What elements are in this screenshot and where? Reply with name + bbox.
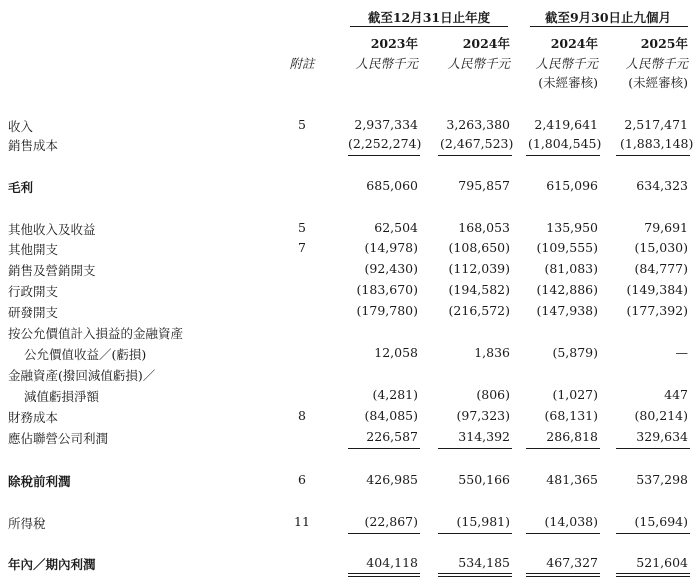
- cell-share-of-associates-2024-nine: 286,818: [546, 429, 598, 444]
- row-note-revenue: 5: [298, 117, 306, 132]
- note-column-header: 附註: [289, 56, 315, 71]
- row-label-admin-expenses: 行政開支: [8, 284, 59, 299]
- cell-share-of-associates-2024: 314,392: [458, 429, 510, 444]
- cell-revenue-2023: 2,937,334: [354, 117, 418, 132]
- cell-finance-costs-2024: (97,323): [456, 408, 510, 423]
- cell-income-tax-2024-nine: (14,038): [544, 514, 598, 529]
- cell-rnd-expenses-2024-nine: (147,938): [536, 303, 598, 318]
- cell-impairment-net-2025-nine: 447: [664, 387, 688, 402]
- subtotal-rule: [348, 533, 420, 534]
- cell-share-of-associates-2023: 226,587: [366, 429, 418, 444]
- cell-admin-expenses-2025-nine: (149,384): [626, 282, 688, 297]
- col-year-2024-nine: 2024年: [550, 36, 598, 51]
- cell-revenue-2025-nine: 2,517,471: [624, 117, 688, 132]
- cell-selling-expenses-2025-nine: (84,777): [634, 261, 688, 276]
- row-label-other-expenses: 其他開支: [8, 242, 59, 257]
- row-label-share-of-associates: 應佔聯營公司利潤: [8, 431, 109, 446]
- row-label-cost-of-sales: 銷售成本: [8, 138, 59, 153]
- col-unit-2024-nine: 人民幣千元: [535, 56, 598, 71]
- cell-revenue-2024-nine: 2,419,641: [534, 117, 598, 132]
- row-label-income-tax: 所得稅: [8, 516, 46, 531]
- row-label-revenue: 收入: [8, 119, 34, 134]
- cell-admin-expenses-2024-nine: (142,886): [536, 282, 598, 297]
- total-double-rule: [526, 573, 600, 577]
- cell-gross-profit-2023: 685,060: [366, 178, 418, 193]
- col-year-2024: 2024年: [462, 36, 510, 51]
- col-unaudited-2024: (未經審核): [538, 75, 598, 90]
- cell-other-income-2023: 62,504: [374, 220, 418, 235]
- cell-admin-expenses-2023: (183,670): [356, 282, 418, 297]
- subtotal-rule: [348, 448, 420, 449]
- row-note-finance-costs: 8: [298, 408, 306, 423]
- cell-rnd-expenses-2024: (216,572): [448, 303, 510, 318]
- row-label-fvtpl-assets: 按公允價值計入損益的金融資產: [8, 326, 184, 341]
- cell-profit-before-tax-2024: 550,166: [458, 472, 510, 487]
- cell-share-of-associates-2025-nine: 329,634: [636, 429, 688, 444]
- col-unit-2024: 人民幣千元: [447, 56, 510, 71]
- cell-profit-before-tax-2024-nine: 481,365: [546, 472, 598, 487]
- col-year-2023: 2023年: [370, 36, 418, 51]
- subtotal-rule: [616, 448, 690, 449]
- subtotal-rule: [438, 448, 512, 449]
- cell-other-expenses-2023: (14,978): [364, 240, 418, 255]
- total-double-rule: [438, 573, 512, 577]
- subtotal-rule: [438, 533, 512, 534]
- col-unit-2025-nine: 人民幣千元: [625, 56, 688, 71]
- row-label-impairment-net: 減值虧損淨額: [24, 389, 100, 404]
- col-unit-2023: 人民幣千元: [355, 56, 418, 71]
- cell-revenue-2024: 3,263,380: [446, 117, 510, 132]
- row-label-rnd-expenses: 研發開支: [8, 305, 59, 320]
- total-double-rule: [348, 573, 420, 577]
- cell-finance-costs-2024-nine: (68,131): [544, 408, 598, 423]
- row-label-impairment-heading: 金融資產(撥回減值虧損)／: [8, 368, 156, 383]
- cell-fair-value-gain-2024-nine: (5,879): [552, 345, 598, 360]
- cell-selling-expenses-2024: (112,039): [448, 261, 510, 276]
- row-label-selling-expenses: 銷售及營銷開支: [8, 263, 96, 278]
- cell-profit-for-period-2023: 404,118: [366, 555, 418, 570]
- cell-other-expenses-2024-nine: (109,555): [536, 240, 598, 255]
- cell-fair-value-gain-2025-nine: —: [675, 345, 688, 360]
- cell-profit-for-period-2025-nine: 521,604: [636, 555, 688, 570]
- cell-gross-profit-2024-nine: 615,096: [546, 178, 598, 193]
- subtotal-rule: [348, 155, 420, 156]
- cell-impairment-net-2024-nine: (1,027): [552, 387, 598, 402]
- cell-impairment-net-2023: (4,281): [372, 387, 418, 402]
- cell-impairment-net-2024: (806): [476, 387, 510, 402]
- cell-cost-of-sales-2024: (2,467,523): [440, 136, 514, 151]
- header-group-year: 截至12月31日止年度: [367, 10, 491, 25]
- header-group-year-rule: [350, 26, 508, 27]
- cell-cost-of-sales-2025-nine: (1,883,148): [620, 136, 694, 151]
- cell-gross-profit-2025-nine: 634,323: [636, 178, 688, 193]
- col-unaudited-2025: (未經審核): [628, 75, 688, 90]
- header-group-nine-rule: [530, 26, 688, 27]
- cell-profit-before-tax-2023: 426,985: [366, 472, 418, 487]
- row-note-other-expenses: 7: [298, 240, 306, 255]
- subtotal-rule: [616, 155, 690, 156]
- subtotal-rule: [526, 533, 600, 534]
- subtotal-rule: [526, 448, 600, 449]
- cell-selling-expenses-2024-nine: (81,083): [544, 261, 598, 276]
- row-note-profit-before-tax: 6: [298, 472, 306, 487]
- cell-other-expenses-2025-nine: (15,030): [634, 240, 688, 255]
- cell-profit-for-period-2024: 534,185: [458, 555, 510, 570]
- cell-admin-expenses-2024: (194,582): [448, 282, 510, 297]
- row-label-other-income: 其他收入及收益: [8, 222, 96, 237]
- cell-gross-profit-2024: 795,857: [458, 178, 510, 193]
- row-label-finance-costs: 財務成本: [8, 410, 59, 425]
- row-label-fair-value-gain: 公允價值收益／(虧損): [24, 347, 147, 362]
- cell-fair-value-gain-2023: 12,058: [374, 345, 418, 360]
- row-label-gross-profit: 毛利: [8, 180, 34, 195]
- cell-profit-before-tax-2025-nine: 537,298: [636, 472, 688, 487]
- header-group-nine-months: 截至9月30日止九個月: [544, 10, 672, 25]
- cell-profit-for-period-2024-nine: 467,327: [546, 555, 598, 570]
- total-double-rule: [616, 573, 690, 577]
- subtotal-rule: [438, 155, 512, 156]
- row-note-income-tax: 11: [294, 514, 310, 529]
- cell-rnd-expenses-2025-nine: (177,392): [626, 303, 688, 318]
- cell-cost-of-sales-2023: (2,252,274): [348, 136, 422, 151]
- cell-fair-value-gain-2024: 1,836: [474, 345, 510, 360]
- subtotal-rule: [616, 533, 690, 534]
- row-label-profit-before-tax: 除稅前利潤: [8, 474, 71, 489]
- row-label-profit-for-period: 年內／期內利潤: [8, 557, 96, 572]
- cell-other-income-2024: 168,053: [458, 220, 510, 235]
- cell-rnd-expenses-2023: (179,780): [356, 303, 418, 318]
- cell-income-tax-2025-nine: (15,694): [634, 514, 688, 529]
- col-year-2025-nine: 2025年: [640, 36, 688, 51]
- cell-selling-expenses-2023: (92,430): [364, 261, 418, 276]
- subtotal-rule: [526, 155, 600, 156]
- cell-income-tax-2023: (22,867): [364, 514, 418, 529]
- cell-finance-costs-2025-nine: (80,214): [634, 408, 688, 423]
- cell-other-income-2025-nine: 79,691: [644, 220, 688, 235]
- cell-other-income-2024-nine: 135,950: [546, 220, 598, 235]
- cell-finance-costs-2023: (84,085): [364, 408, 418, 423]
- cell-other-expenses-2024: (108,650): [448, 240, 510, 255]
- row-note-other-income: 5: [298, 220, 306, 235]
- cell-cost-of-sales-2024-nine: (1,804,545): [528, 136, 602, 151]
- cell-income-tax-2024: (15,981): [456, 514, 510, 529]
